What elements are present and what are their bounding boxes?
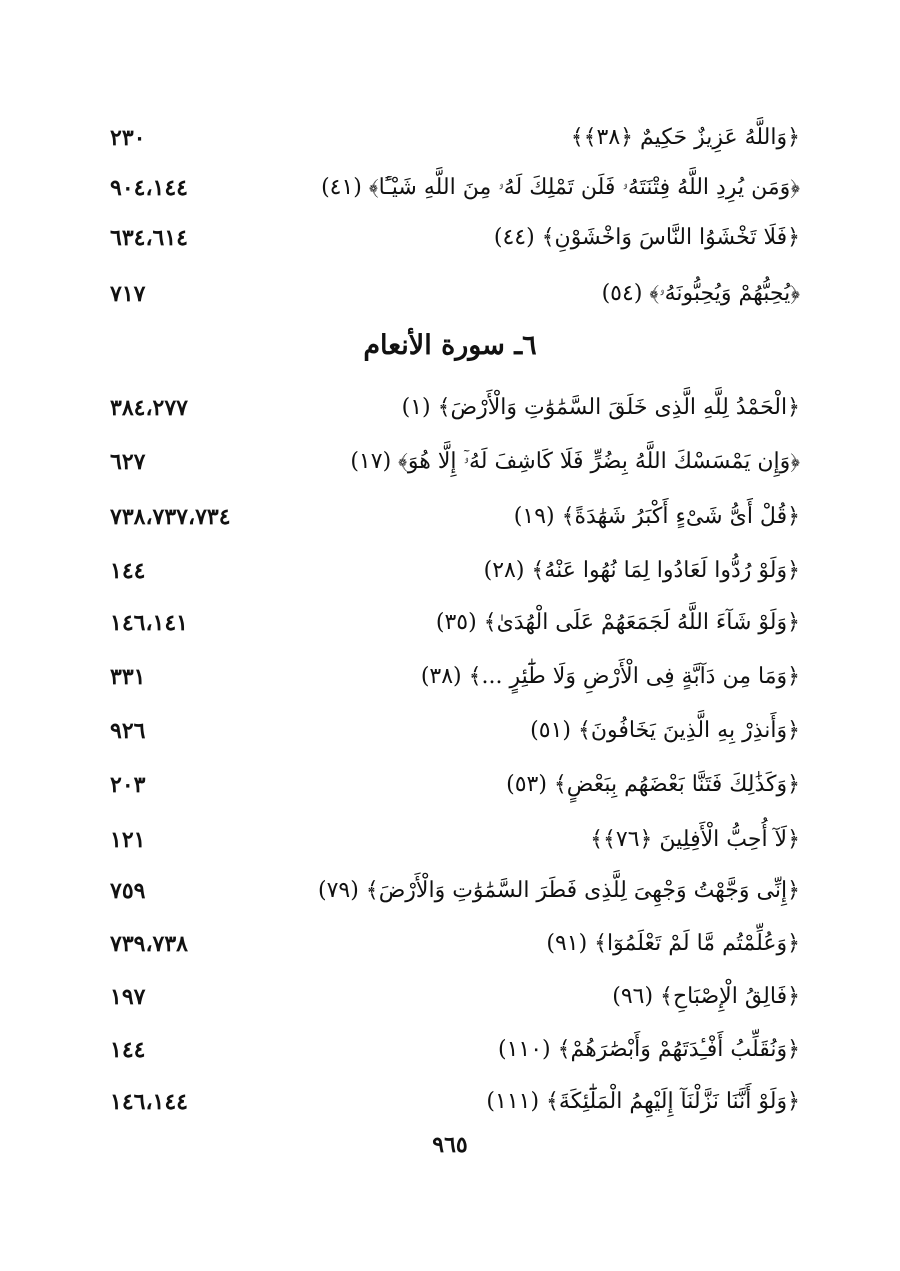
page-references: ٧٥٩ — [110, 878, 146, 904]
verse-text: ﴿وَاللَّهُ عَزِيزٌ حَكِيمٌ ﴿٣٨﴾﴾ — [570, 125, 800, 150]
index-row — [110, 440, 800, 484]
page-references: ٦٢٧ — [110, 449, 146, 475]
page-references: ١٤٦،١٤١ — [110, 610, 188, 636]
index-row — [110, 216, 800, 260]
verse-text: ﴿قُلْ أَىُّ شَىْءٍ أَكْبَرُ شَهَٰدَةً﴾ (١٩) — [513, 504, 800, 529]
verse-text: ﴿وَلَوْ رُدُّوا لَعَادُوا لِمَا نُهُوا عَنْهُ﴾ (٢٨) — [483, 558, 800, 583]
verse-text: ﴿وَمَا مِن دَآبَّةٍ فِى الْأَرْضِ وَلَا طَٰٓئِرٍ ...﴾ (٣٨) — [420, 664, 800, 689]
verse-text: ﴿إِنِّى وَجَّهْتُ وَجْهِىَ لِلَّذِى فَطَرَ السَّمَٰوَٰتِ وَالْأَرْضَ﴾ (٧٩) — [318, 878, 800, 903]
page-references: ٩٠٤،١٤٤ — [110, 175, 188, 201]
verse-text: ﴿وَلَوْ أَنَّنَا نَزَّلْنَآ إِلَيْهِمُ الْمَلَٰٓئِكَةَ﴾ (١١١) — [486, 1089, 800, 1114]
index-row — [110, 386, 800, 430]
verse-text: ﴿الْحَمْدُ لِلَّهِ الَّذِى خَلَقَ السَّمَٰوَٰتِ وَالْأَرْضَ﴾ (١) — [401, 395, 800, 420]
index-row — [110, 655, 800, 699]
surah-heading: ٦ـ سورة الأنعام — [363, 330, 537, 361]
index-row — [110, 1028, 800, 1072]
page-references: ٣٣١ — [110, 664, 146, 690]
verse-text: ﴿وَأَنذِرْ بِهِ الَّذِينَ يَخَافُونَ﴾ (٥١) — [530, 718, 800, 743]
verse-text: ﴿فَالِقُ الْإِصْبَاحِ﴾ (٩٦) — [612, 984, 800, 1009]
index-row — [110, 818, 800, 862]
verse-text: ﴿يُحِبُّهُمْ وَيُحِبُّونَهُۥ﴾ (٥٤) — [601, 281, 800, 306]
page-references: ٧١٧ — [110, 281, 146, 307]
index-row — [110, 975, 800, 1019]
index-row — [110, 116, 800, 160]
index-row — [110, 1080, 800, 1124]
verse-text: ﴿وَنُقَلِّبُ أَفْـِٔدَتَهُمْ وَأَبْصَٰرَهُمْ﴾ (١١٠) — [498, 1037, 800, 1062]
index-row — [110, 549, 800, 593]
page-references: ٢٠٣ — [110, 772, 146, 798]
page-references: ١٤٤ — [110, 1037, 146, 1063]
verse-text: ﴿وَكَذَٰلِكَ فَتَنَّا بَعْضَهُم بِبَعْضٍ﴾ (٥٣) — [506, 772, 800, 797]
page-references: ٦٣٤،٦١٤ — [110, 225, 188, 251]
verse-text: ﴿وَمَن يُرِدِ اللَّهُ فِتْنَتَهُۥ فَلَن تَمْلِكَ لَهُۥ مِنَ اللَّهِ شَيْـًٔا﴾ (٤١) — [321, 175, 800, 200]
page-references: ٢٣٠ — [110, 125, 146, 151]
page-references: ١٢١ — [110, 827, 146, 853]
index-row — [110, 869, 800, 913]
page-references: ٩٢٦ — [110, 718, 146, 744]
verse-text: ﴿فَلَا تَخْشَوُا النَّاسَ وَاخْشَوْنِ﴾ (٤٤) — [493, 225, 800, 250]
verse-text: ﴿وَعُلِّمْتُم مَّا لَمْ تَعْلَمُوٓا﴾ (٩١) — [546, 931, 800, 956]
verse-text: ﴿لَآ أُحِبُّ الْأَفِلِينَ ﴿٧٦﴾﴾ — [590, 827, 800, 852]
index-row — [110, 709, 800, 753]
verse-text: ﴿وَلَوْ شَآءَ اللَّهُ لَجَمَعَهُمْ عَلَى الْهُدَىٰ﴾ (٣٥) — [435, 610, 800, 635]
page-references: ١٤٤ — [110, 558, 146, 584]
page-number: ٩٦٥ — [432, 1132, 468, 1158]
page-references: ١٩٧ — [110, 984, 146, 1010]
page-references: ٧٣٩،٧٣٨ — [110, 931, 188, 957]
page-references: ١٤٦،١٤٤ — [110, 1089, 188, 1115]
index-row — [110, 166, 800, 210]
index-row — [110, 922, 800, 966]
index-row — [110, 601, 800, 645]
index-row — [110, 272, 800, 316]
page-references: ٧٣٨،٧٣٧،٧٣٤ — [110, 504, 231, 530]
page-references: ٣٨٤،٢٧٧ — [110, 395, 188, 421]
verse-text: ﴿وَإِن يَمْسَسْكَ اللَّهُ بِضُرٍّ فَلَا كَاشِفَ لَهُۥٓ إِلَّا هُوَ﴾ (١٧) — [350, 449, 800, 474]
index-row — [110, 495, 800, 539]
index-row — [110, 763, 800, 807]
